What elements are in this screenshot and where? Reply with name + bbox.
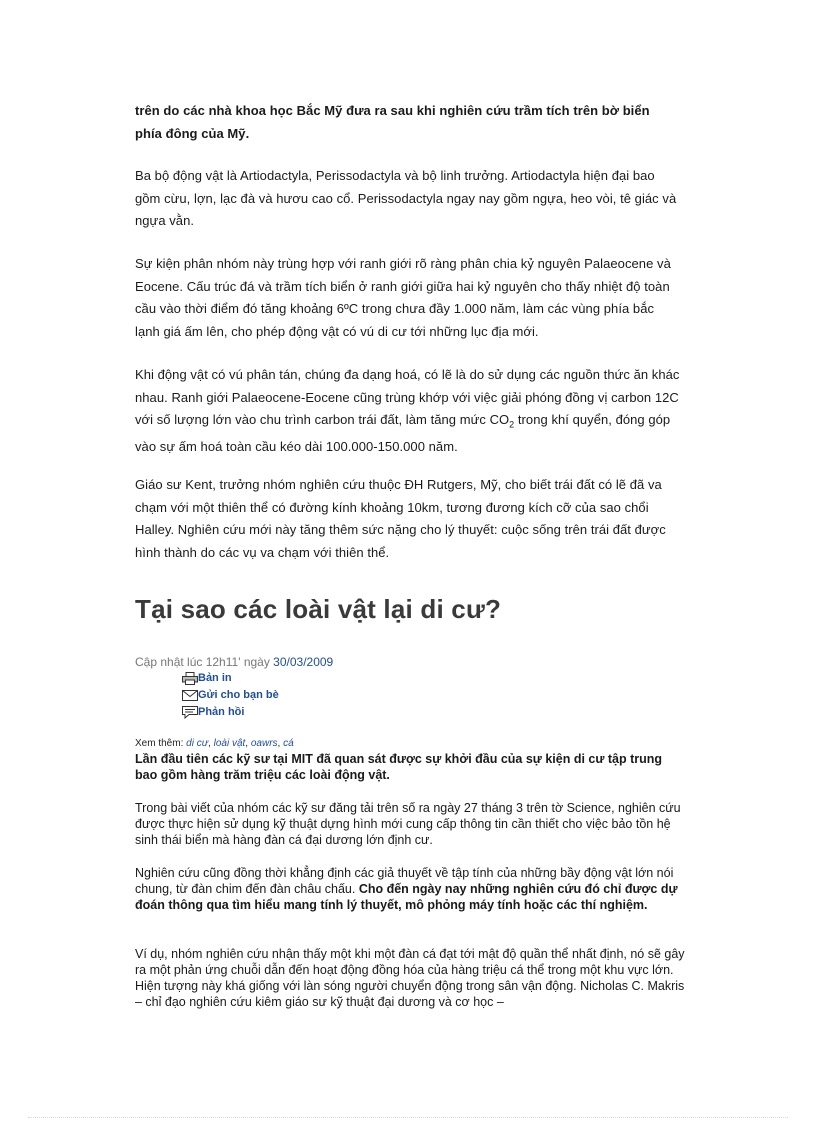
tags-label: Xem thêm:	[135, 738, 187, 749]
printer-icon	[182, 672, 198, 685]
tag-link[interactable]: cá	[283, 738, 294, 749]
send-label: Gửi cho bạn bè	[198, 689, 279, 701]
co2-subscript: 2	[509, 419, 515, 430]
send-to-friend-link[interactable]	[182, 687, 279, 704]
article-lead: Lần đầu tiên các kỹ sư tại MIT đã quan sát được sự khởi đầu của sự kiện di cư tập trung bao gồm hàng trăm triệu các loài động vật.	[135, 752, 663, 782]
article-paragraph-2-text: Nghiên cứu cũng đồng thời khẳng định các giả thuyết về tập tính của những bầy động vật lớn nói chung, từ đàn chim đến đàn châu chấu.	[135, 866, 674, 896]
intro-paragraph-3	[135, 364, 680, 459]
page-bottom-divider	[28, 1117, 788, 1118]
intro-paragraph-0: trên do các nhà khoa học Bắc Mỹ đưa ra sau khi nghiên cứu trầm tích trên bờ biển phía đông của Mỹ.	[135, 103, 650, 141]
reply-label: Phản hồi	[198, 706, 245, 718]
comment-icon	[182, 706, 198, 719]
print-label: Bản in	[198, 672, 232, 684]
article-title: Tại sao các loài vật lại di cư?	[135, 594, 502, 624]
intro-paragraph-3-text-cont: trong khí quyển, đóng góp vào sự ấm hoá toàn cầu kéo dài 100.000-150.000 năm.	[135, 412, 671, 455]
article-paragraph-2-bold: Cho đến ngày nay những nghiên cứu đó chỉ được dự đoán thông qua tìm hiểu mang tính lý thuyết, mô phỏng máy tính hoặc các thí nghiệm.	[135, 882, 678, 912]
update-timestamp	[135, 654, 333, 670]
intro-paragraph-1: Ba bộ động vật là Artiodactyla, Perissodactyla và bộ linh trưởng. Artiodactyla hiện đại bao gồm cừu, lợn, lạc đà và hươu cao cổ. Perissodactyla ngay nay gồm ngựa, heo vòi, tê giác và ngựa vằn.	[135, 168, 677, 228]
reply-link[interactable]	[182, 704, 279, 721]
envelope-icon	[182, 689, 198, 702]
tag-link[interactable]: di cư	[186, 738, 209, 749]
tag-link[interactable]: loài vật	[213, 738, 246, 749]
article-paragraph-3: Ví dụ, nhóm nghiên cứu nhận thấy một khi một đàn cá đạt tới mật độ quần thể nhất định, nó sẽ gây ra một phản ứng chuỗi dẫn đến hoạt động đồng hóa của hàng triệu cá thể trong một khu vực lớn. Hiện tượng này khá giống với làn sóng người chuyển động trong sân vận động. Nicholas C. Makris – chỉ đạo nghiên cứu kiêm giáo sư kỹ thuật đại dương và cơ học –	[135, 947, 685, 1009]
intro-paragraph-4: Giáo sư Kent, trưởng nhóm nghiên cứu thuộc ĐH Rutgers, Mỹ, cho biết trái đất có lẽ đã va chạm với một thiên thể có đường kính khoảng 10km, tương đương kích cỡ của sao chổi Halley. Nghiên cứu mới này tăng thêm sức nặng cho lý thuyết: cuộc sống trên trái đất được hình thành do các vụ va chạm với thiên thể.	[135, 477, 666, 560]
tag-link[interactable]: oawrs	[250, 738, 278, 749]
update-date[interactable]: 30/03/2009	[273, 655, 334, 669]
update-prefix: Cập nhật lúc 12h11' ngày	[135, 655, 274, 669]
article-paragraph-1: Trong bài viết của nhóm các kỹ sư đăng tải trên số ra ngày 27 tháng 3 trên tờ Science, nghiên cứu được thực hiện sử dụng kỹ thuật dựng hình mới cung cấp thông tin cần thiết cho việc bảo tồn hệ sinh thái biển mà hàng đàn cá đại dương lớn định cư.	[135, 801, 681, 847]
article-paragraph-2	[135, 865, 685, 913]
print-link[interactable]	[182, 670, 279, 687]
article-tools	[182, 670, 279, 721]
related-tags: Xem thêm: di cư, loài vật, oawrs, cá	[135, 738, 294, 749]
intro-paragraph-2: Sự kiện phân nhóm này trùng hợp với ranh giới rõ ràng phân chia kỷ nguyên Palaeocene và Eocene. Cấu trúc đá và trầm tích biển ở ranh giới giữa hai kỷ nguyên cho thấy nhiệt độ toàn cầu vào thời điểm đó tăng khoảng 6ºC trong chưa đầy 1.000 năm, làm các vùng phía bắc lạnh giá ấm lên, cho phép động vật có vú di cư tới những lục địa mới.	[135, 256, 671, 339]
intro-paragraph-3-text: Khi động vật có vú phân tán, chúng đa dạng hoá, có lẽ là do sử dụng các nguồn thức ăn khác nhau. Ranh giới Palaeocene-Eocene cũng trùng khớp với việc giải phóng đồng vị carbon 12C với số lượng lớn vào chu trình carbon trái đất, làm tăng mức CO	[135, 367, 680, 427]
